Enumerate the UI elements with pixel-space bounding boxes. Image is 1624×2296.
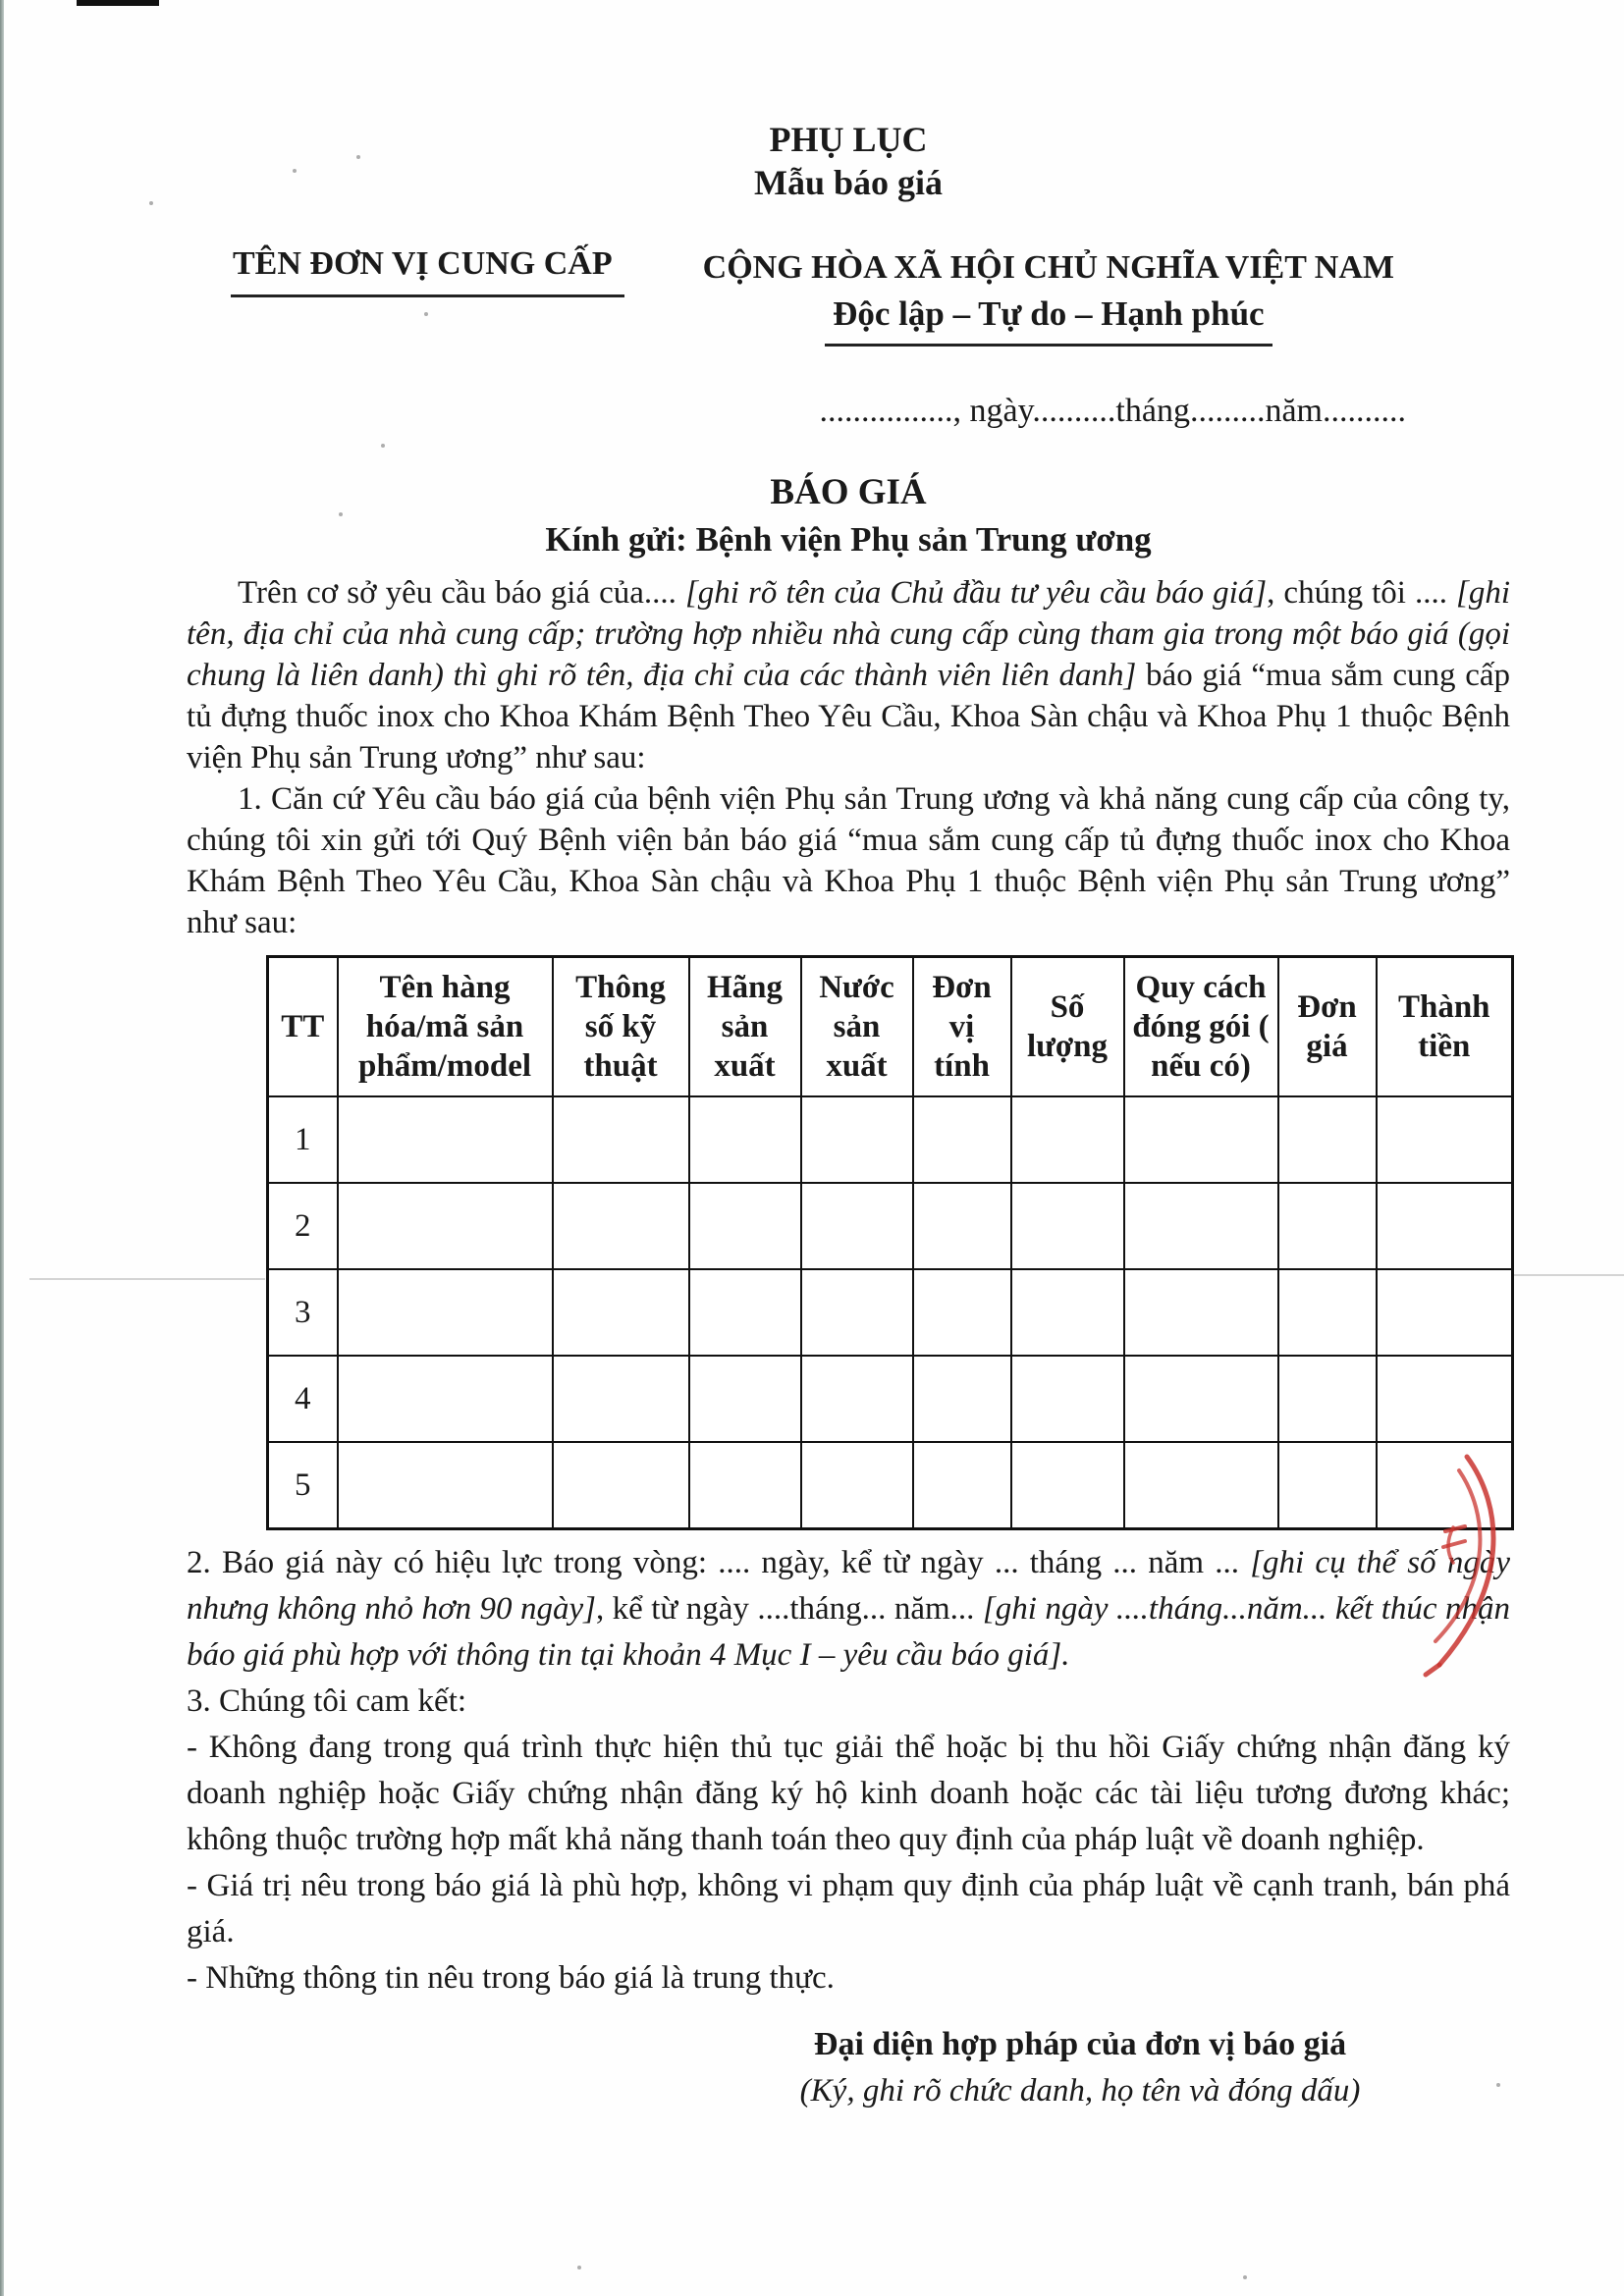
column-header-total: Thành tiền <box>1377 957 1513 1097</box>
empty-cell <box>1377 1269 1513 1356</box>
empty-cell <box>1011 1183 1124 1269</box>
empty-cell <box>553 1356 689 1442</box>
empty-cell <box>1278 1269 1377 1356</box>
column-header-specs: Thông số kỹ thuật <box>553 957 689 1097</box>
item1-paragraph: 1. Căn cứ Yêu cầu báo giá của bệnh viện Phụ sản Trung ương và khả năng cung cấp của công ty, chúng tôi xin gửi tới Quý Bệnh viện bản báo giá “mua sắm cung cấp tủ đựng thuốc inox cho Khoa Khám Bệnh Theo Yêu Cầu, Khoa Sàn chậu và Khoa Phụ 1 thuộc Bệnh viện Phụ sản Trung ương” như sau: <box>187 781 1510 940</box>
empty-cell <box>338 1183 553 1269</box>
scan-speck <box>356 155 360 159</box>
intro-guidance-italic: [ghi rõ tên của Chủ đầu tư yêu cầu báo giá] <box>684 575 1268 611</box>
tt-cell: 4 <box>268 1356 338 1442</box>
empty-cell <box>553 1096 689 1183</box>
scanner-edge-line <box>0 0 4 2296</box>
column-header-tt: TT <box>268 957 338 1097</box>
table-row <box>268 1442 1513 1529</box>
scan-speck <box>149 201 153 205</box>
empty-cell <box>1124 1183 1278 1269</box>
scan-faint-line <box>1512 1274 1624 1276</box>
empty-cell <box>1124 1356 1278 1442</box>
empty-cell <box>689 1269 801 1356</box>
scan-speck <box>1243 2275 1247 2279</box>
empty-cell <box>801 1442 913 1529</box>
empty-cell <box>801 1183 913 1269</box>
column-header-manufacturer: Hãng sản xuất <box>689 957 801 1097</box>
empty-cell <box>553 1269 689 1356</box>
intro-seg: báo giá “mua sắm cung cấp tủ đựng thuốc inox cho Khoa Khám Bệnh Theo Yêu Cầu, Khoa Sàn chậu và Khoa Phụ 1 thuộc Bệnh viện Phụ sản Trung ương” như sau: <box>187 658 1510 775</box>
column-header-quantity: Số lượng <box>1011 957 1124 1097</box>
empty-cell <box>913 1183 1011 1269</box>
item2-seg: 2. Báo giá này có hiệu lực trong vòng: .... ngày, kể từ ngày ... tháng ... năm ... <box>187 1545 1251 1580</box>
item2-paragraph <box>187 1540 1510 1679</box>
scan-speck <box>293 169 297 173</box>
signature-block <box>776 2021 1384 2113</box>
empty-cell <box>1011 1096 1124 1183</box>
empty-cell <box>1011 1269 1124 1356</box>
scan-faint-line <box>29 1278 265 1280</box>
appendix-subtitle: Mẫu báo giá <box>753 163 944 202</box>
document-title: BÁO GIÁ <box>770 472 927 512</box>
document-header <box>187 245 1510 347</box>
empty-cell <box>1124 1269 1278 1356</box>
intro-guidance-italic: [ghi tên, địa chỉ của nhà cung cấp; trường hợp nhiều nhà cung cấp cùng tham gia trong một báo giá (gọi chung là liên danh) thì ghi rõ tên, địa chỉ của các thành viên liên danh] <box>187 575 1510 693</box>
empty-cell <box>913 1096 1011 1183</box>
empty-cell <box>801 1356 913 1442</box>
scan-speck <box>1496 2083 1500 2087</box>
empty-cell <box>1011 1442 1124 1529</box>
empty-cell <box>1011 1356 1124 1442</box>
empty-cell <box>1377 1356 1513 1442</box>
table-header-row <box>268 957 1513 1097</box>
empty-cell <box>1124 1096 1278 1183</box>
national-motto-line1: CỘNG HÒA XÃ HỘI CHỦ NGHĨA VIỆT NAM <box>702 249 1394 286</box>
intro-seg: Trên cơ sở yêu cầu báo giá của.... <box>238 575 685 611</box>
empty-cell <box>1278 1183 1377 1269</box>
empty-cell <box>553 1183 689 1269</box>
column-header-packaging: Quy cách đóng gói ( nếu có) <box>1124 957 1278 1097</box>
empty-cell <box>1377 1096 1513 1183</box>
empty-cell <box>338 1442 553 1529</box>
empty-cell <box>338 1269 553 1356</box>
table-row <box>268 1183 1513 1269</box>
empty-cell <box>1278 1442 1377 1529</box>
table-row <box>268 1096 1513 1183</box>
tt-cell: 3 <box>268 1269 338 1356</box>
column-header-unit: Đơn vị tính <box>913 957 1011 1097</box>
item2-seg: , kể từ ngày ....tháng... năm... <box>595 1591 983 1627</box>
intro-seg: , chúng tôi .... <box>1267 575 1456 611</box>
table-row <box>268 1269 1513 1356</box>
empty-cell <box>913 1356 1011 1442</box>
signature-title: Đại diện hợp pháp của đơn vị báo giá <box>813 2026 1347 2062</box>
empty-cell <box>913 1442 1011 1529</box>
column-header-unit-price: Đơn giá <box>1278 957 1377 1097</box>
national-motto-block <box>703 245 1394 347</box>
scan-speck <box>424 312 428 316</box>
commitment-item: - Giá trị nêu trong báo giá là phù hợp, không vi phạm quy định của pháp luật về cạnh tranh, bán phá giá. <box>187 1868 1510 1949</box>
empty-cell <box>1278 1356 1377 1442</box>
empty-cell <box>1377 1183 1513 1269</box>
quotation-items-table <box>266 955 1514 1530</box>
empty-cell <box>338 1356 553 1442</box>
empty-cell <box>1278 1096 1377 1183</box>
column-header-country: Nước sản xuất <box>801 957 913 1097</box>
scan-top-mark <box>77 0 159 6</box>
tt-cell: 2 <box>268 1183 338 1269</box>
appendix-title-block <box>187 118 1510 204</box>
empty-cell <box>1124 1442 1278 1529</box>
column-header-product: Tên hàng hóa/mã sản phẩm/model <box>338 957 553 1097</box>
empty-cell <box>689 1096 801 1183</box>
tt-cell: 5 <box>268 1442 338 1529</box>
date-line: ................, ngày..........tháng.........năm.......... <box>819 393 1406 429</box>
empty-cell <box>689 1442 801 1529</box>
signature-note: (Ký, ghi rõ chức danh, họ tên và đóng dấu) <box>799 2073 1361 2109</box>
empty-cell <box>913 1269 1011 1356</box>
national-motto-line2: Độc lập – Tự do – Hạnh phúc <box>825 291 1272 347</box>
scan-speck <box>381 444 385 448</box>
empty-cell <box>689 1183 801 1269</box>
empty-cell <box>338 1096 553 1183</box>
salutation-line: Kính gửi: Bệnh viện Phụ sản Trung ương <box>545 520 1152 559</box>
supplier-name-label: TÊN ĐƠN VỊ CUNG CẤP <box>231 245 624 297</box>
scan-speck <box>577 2266 581 2269</box>
red-pen-annotation <box>1406 1447 1524 1682</box>
intro-paragraph <box>187 572 1510 778</box>
item2-guidance-italic: [ghi ngày ....tháng...năm... kết thúc nhận báo giá phù hợp với thông tin tại khoản 4 Mục I – yêu cầu báo giá]. <box>187 1591 1511 1673</box>
commitment-item: - Không đang trong quá trình thực hiện thủ tục giải thể hoặc bị thu hồi Giấy chứng nhận đăng ký doanh nghiệp hoặc Giấy chứng nhận đăng ký hộ kinh doanh hoặc các tài liệu tương đương khác; không thuộc trường hợp mất khả năng thanh toán theo quy định của pháp luật về doanh nghiệp. <box>187 1730 1510 1857</box>
commitment-item: - Những thông tin nêu trong báo giá là trung thực. <box>187 1960 835 1996</box>
table-row <box>268 1356 1513 1442</box>
empty-cell <box>801 1096 913 1183</box>
empty-cell <box>801 1269 913 1356</box>
empty-cell <box>689 1356 801 1442</box>
item2-guidance-italic: [ghi cụ thể số ngày nhưng không nhỏ hơn 90 ngày] <box>187 1545 1510 1627</box>
item3-heading: 3. Chúng tôi cam kết: <box>187 1683 467 1719</box>
appendix-title: PHỤ LỤC <box>769 120 928 159</box>
scan-speck <box>339 512 343 516</box>
tt-cell: 1 <box>268 1096 338 1183</box>
empty-cell <box>553 1442 689 1529</box>
